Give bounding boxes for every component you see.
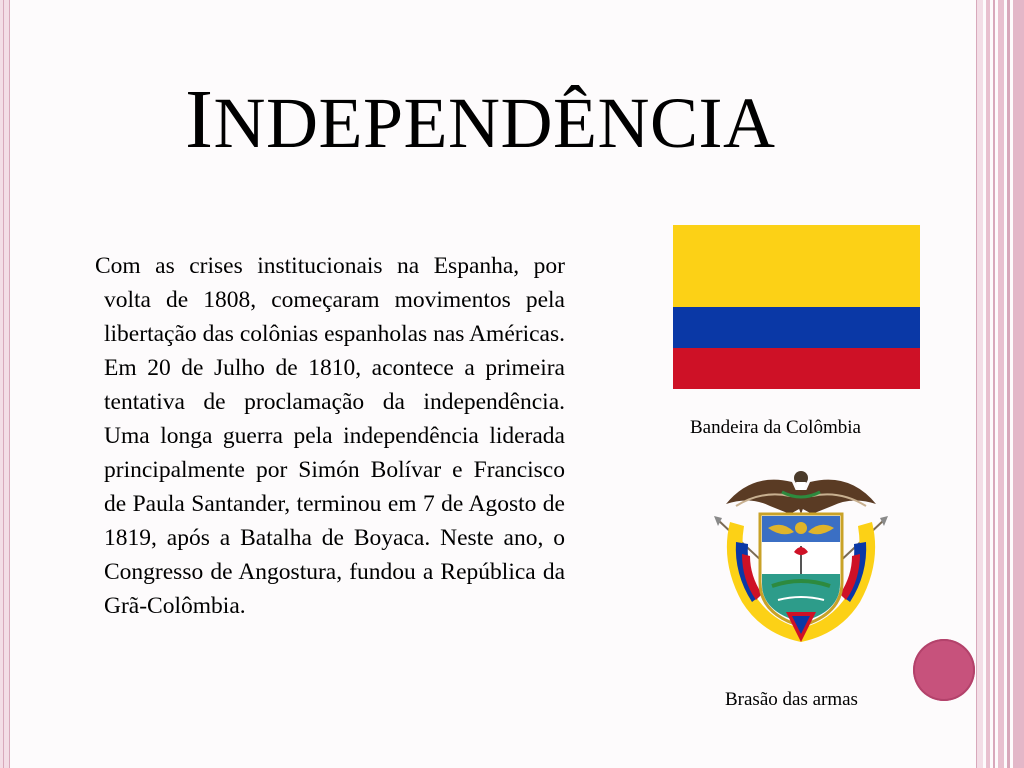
- coat-caption: Brasão das armas: [725, 689, 858, 710]
- coat-of-arms-image: [712, 462, 890, 646]
- flag-yellow-stripe: [673, 225, 920, 307]
- body-paragraph: Com as crises institucionais na Espanha, por volta de 1808, começaram movimentos pela libertação das colônias espanholas nas Américas. Em 20 de Julho de 1810, acontece a primeira tentativa de proclamação da independência. Uma longa guerra pela independência liderada principalmente por Simón Bolívar e Francisco de Paula Santander, terminou em 7 de Agosto de 1819, após a Batalha de Boyaca. Neste ano, o Congresso de Angostura, fundou a República da Grã-Colômbia.: [95, 253, 565, 619]
- flag-blue-stripe: [673, 307, 920, 348]
- colombia-flag-image: [673, 225, 920, 389]
- pink-circle-decoration: [913, 639, 975, 701]
- title-first-letter: I: [185, 73, 214, 166]
- left-border-line: [3, 0, 4, 768]
- flag-caption: Bandeira da Colômbia: [690, 417, 861, 438]
- left-border-decoration: [0, 0, 10, 768]
- flag-red-stripe: [673, 348, 920, 389]
- right-stripes-decoration: [976, 0, 1024, 768]
- page-title: [185, 73, 776, 166]
- title-rest: NDEPENDÊNCIA: [213, 83, 776, 163]
